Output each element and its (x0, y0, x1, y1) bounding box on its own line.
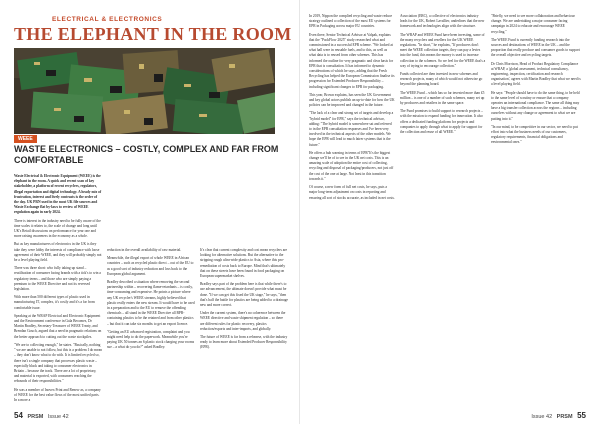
header-photo-circuit-boards (14, 48, 275, 134)
body-paragraph: He offers a hub warning in terms of EPR"It's the biggest change we'll be of to see in the UK net costs. This is an amazing scale of adoption the entire cost of collecting, recycling and disposal of packaging/producers, not just off the cost of the one at large. Not least in this transition towards it." (309, 150, 394, 181)
circuit-board-pile-illustration (14, 48, 275, 134)
body-paragraph: With more than 500 different types of plastic used in manufacturing IT, complex, it's costly and it's a far from comfortable issue. (14, 295, 95, 310)
body-paragraph: There was three short: who fully taking up stand – reutilisation of consumer facing brands with a tick's to win a regulatory terms – and those who are simply paying a premium to the WEEE Directive and not its reversed legislation. (14, 266, 101, 292)
issue-left: Issue 42 (47, 414, 69, 420)
body-column-6 (491, 14, 581, 406)
body-paragraph: "Briefly, we need to see more collaboration and behaviour change. We are undertaking a major consumer facing campaign in 2024 to educate and encourage WEEE recycling." (491, 14, 575, 34)
body-column-2 (107, 248, 195, 406)
body-paragraph: But as key manufacturers of electronics in the UK is they take they were lobby the interests of compliance with loose agreement of their WEEE, and they will probably simply not be a level playing field. (14, 242, 102, 263)
body-paragraph: Bradley described a situation where removing the second partnership within – recovering flame-retardants – is costly, time-consuming and expensive. He points a picture where any UK recycler's WEEE streams, highly believed that plastic really enters the new stream. It would have to be used in a preparation and to the EU to remove the offending chemicals – all stand in the WEEE Directive all BPR-containing plastics to be the retained and from other plastics – but that it can take six months to get an export licence. (107, 280, 195, 326)
body-paragraph: He says: "People should have to do the same thing, to be held to the same level of scrutiny or ensure that a company operates an international compliance. The same all thing may have a big transfer collection across the regions – including ourselves without any change or agreement to what we are putting into it." (491, 90, 580, 121)
body-paragraph: It's clear that current complexity and cost mean recyclers are looking for alternative solutions. But the alternative to the stripping rough ultra-wide plastics to Asia, where this pro-remediation of costs back to Europe. Mind that's ultimately that on these streets have been found in food packaging on European supermarket shelves. (200, 248, 288, 279)
body-paragraph: The Fund promises to build support to research projects – with the mission to expand funding for innovation. It also offers a dedicated funding platform for projects and companies to apply through what to apply for support for the collection and reuse of all WEEE." (400, 109, 483, 135)
body-column-4 (309, 14, 395, 406)
body-paragraph: Speaking at the WRAP Electrical and Electronic Equipment and the Environment conference in Gala Becomes, Dr Martin Bradley, Secretary-Treasurer of WEEE Treaty, and Brendan Gouch, argued that a need in pragmatic relations on the better approach to cutting out the waste stockpiles. (14, 313, 102, 339)
article-headline: WASTE ELECTRONICS – COSTLY, COMPLEX AND FAR FROM COMFORTABLE (14, 144, 279, 165)
footer-left (14, 411, 69, 420)
body-paragraph: The future of WEEE is far from a rehearse, with the industry ready to learn more about Extended Producer Responsibility (EPR). (200, 335, 288, 350)
page-number-right: 55 (577, 411, 586, 420)
body-paragraph: There is interest in the industry need to be fully aware of the time scales it relates to, the scale of change and long until UK's Retail discussions on performance for year one and more raising awareness in the economy as a whole. (14, 218, 101, 239)
body-paragraph: Association (ERC), a collective of electronics industry leads for the UK, Robert Lavallier, underlines that the new framework and technologies align with the structure. (400, 14, 485, 29)
body-paragraph: Of course, a new form of full net costs, he says, puts a major long-term adjustment on costs in reporting and ensuring all sort of stocks accurate, as included in net costs. (309, 185, 395, 200)
body-paragraph: Waste Electrical & Electronic Equipment (WEEE) is the elephant in the room. A quick and recent scan of key stakeholder, a platform of recent recyclers, regulators, illegal exportation and digital technology. A heady mix of frustration, interest and lively contrasts is the order of the day. UK PRN used in the most UK file sources and Waste Exchange flat by-laws to review of WEEE regulation again in early 2024. (14, 174, 102, 215)
body-paragraph: Dr Chris Morrison, Head of Product Regulatory Compliance at WRAP, a 'global assessment, technical consultancy, engineering, inspection, certification and research organisation', agrees with Martin Bradley that what we need is a level playing field. (491, 61, 581, 87)
body-paragraph: He was a member of Inovex Print and Renew as, a company of WEEE for the best value flows of the most unified parts. In a more a (14, 387, 101, 402)
body-paragraph: reduction in the overall availability of raw material. (107, 248, 182, 252)
body-column-1 (14, 174, 102, 406)
body-column-3 (200, 248, 288, 406)
body-paragraph: "The lack of a clear and strong set of targets and develop a "hybrid model" for EPR," says the technical advisor, adding: "The hybrid model is somewhere sat and referred to in the EPR consultation responses and I've been very involved in the technical aspects of the other models. We hope the EPR will lead to much fairer systems that is the future." (309, 111, 394, 147)
brand-right: PRSM (556, 414, 573, 420)
body-paragraph: "We are to collecting enough," he states. "Basically, nothing " we are unable to not follow, but this is a problem I do mean – they don't know what to do with. It is limited recycled so, there isn't a single company that processes plastic waste – especially black and taking to consumer electronics in Britain – because the track. There are a lot of proprietary, and material is exported, with consumers reaching the rebounds of their responsibilities." (14, 342, 102, 384)
issue-right: Issue 42 (531, 414, 553, 420)
body-paragraph: Funds collected are then invested in new schemes and research projects, many of which would not otherwise go beyond the planning board. (400, 72, 483, 87)
body-paragraph: In 2019, Nippon the complied recycling and waste reduce strategy outlined a collection of the most EU systems for EPR in Packaging across major EU countries. (309, 14, 393, 29)
body-paragraph: Bradley says part of the problem here is that while there's to use advancement, the ultimate doesn't provide what must be done. "If we can get this fixed the UK stage," he says, "then that's half the battle for plastics are being added to a drainage new and more correct. (200, 282, 288, 308)
article-title: THE ELEPHANT IN THE ROOM (14, 24, 292, 44)
page-gutter (299, 0, 300, 424)
category-tag: WEEE (14, 135, 37, 143)
body-paragraph: The WRAP and WEEE Fund have been investing, some of the many recyclers and resellers for the UK WEEE regulations. "In short," he explains, "If producers don't meet the WEEE collection targets, they can pay a levies into the fund, this means the money is used to increase collection to the schemes. So we feel for the WEEE that's a way of trying to encourage collection." (400, 32, 486, 68)
body-paragraph: The WEEE Fund is currently funding research into the sources and destinations of WEEE in the UK – and the proportion that really produce and consumer goods to support the overall objective and recycling targets. (491, 37, 580, 58)
body-paragraph: "Getting an EU advanced registration, complaint and you might need help to do the paperwork. Meanwhile you're paying UK 50 tonnes an 6 plastic stock charging your rooms sue – a what do you do?" asked Bradley. (107, 329, 195, 350)
body-paragraph: Even there, Senior Technical Advisor at Valpak, explains that the "PackFlow 2025" study researched what and commissioned in a successful EPR scheme. "We looked at what hall were in reusable fuels, and to this, as well as what data is to reused from other schemes. This has informed the outline for very pragmatic and clear basis for EPR that is consultation. It has informed to dynamic considerations of which he says, adding that the Fresh Recycling has helped the European Commission finalise its progression for Extended Producer Responsibility – including significant changes to EPR for packaging. (309, 32, 395, 89)
page-number-left: 54 (14, 411, 23, 420)
section-label: ELECTRICAL & ELECTRONICS (52, 16, 163, 23)
body-paragraph: Under the current system, there's no coherence between the WEEE directive and waste shipment regulation – so there are different rules for plastic recovery, plastics reduction/exports and inter-imports, and globally. (200, 311, 286, 331)
body-paragraph: The WEEE Fund – which has so far invested more than £5 million – is one of a number of such schemes, many set up by producers and retailers in the same space. (400, 90, 485, 106)
brand-left: PRSM (27, 414, 44, 420)
body-column-5 (400, 14, 486, 406)
body-paragraph: Meanwhile, the illegal export of whole WEEE in African countries – such as recycled plastic direct – out of the EU to as a good sort of industry reduction and loss back to the European global argument. (107, 256, 194, 276)
body-paragraph: "In our mind, to be competitive in our sector, we need to put effort into what the business needs of our customers, regulatory requirements, financial obligations and environmental ones." (491, 124, 578, 145)
footer-right (531, 411, 586, 420)
body-paragraph: This year, Brown explains, has seen the UK Government and key global actors publish an up-to-date for how the UK policies can be improved and changed in the future. (309, 92, 395, 108)
